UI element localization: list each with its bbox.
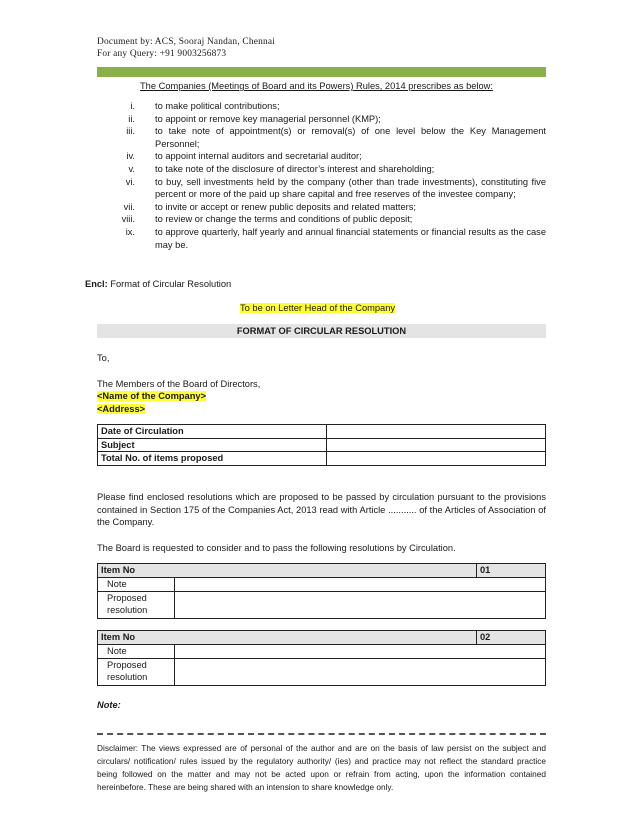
list-item-text: to approve quarterly, half yearly and annual financial statements or financial results as the case may be. [155,226,546,250]
note-label: Note [98,578,175,592]
item-label: Item No [98,564,477,578]
list-item [97,125,546,150]
note-value [175,578,546,592]
table-cell-label: Subject [98,438,327,452]
note-value [175,645,546,659]
salutation-to: To, [97,353,110,363]
item-label: Item No [98,631,477,645]
disclaimer-text: Disclaimer: The views expressed are of personal of the author and are on the basis of law persist on the subject and circulars/ notification/ rules issued by the regulatory authority/ (ies) and practice may not reflect the standard practice being followed on the matter and may not be acted upon or refrain from acting, upon the information contained hereinbefore. These are being shared with an intension to share knowledge only. [97,743,546,792]
item-number: 02 [477,631,546,645]
address-placeholder: <Address> [97,404,146,414]
list-item [97,163,546,176]
table-row [98,645,546,659]
list-item-number: ii. [128,113,135,124]
header-green-bar [97,67,546,77]
salutation-members: The Members of the Board of Directors, [97,379,261,389]
list-item-text: to invite or accept or renew public deposits and related matters; [155,201,416,212]
list-item-number: vii. [123,201,135,212]
proposed-resolution-label [98,658,175,685]
table-row [98,658,546,685]
list-item [97,150,546,163]
list-item-text: to take note of the disclosure of director’s interest and shareholding; [155,163,435,174]
circulation-info-table [97,424,546,466]
list-item-text: to review or change the terms and conditions of public deposit; [155,214,413,225]
dashed-divider [97,733,546,735]
table-row [98,425,546,439]
table-cell-value [327,425,546,439]
note-label: Note [98,645,175,659]
proposed-label-line1: Proposed [107,592,147,603]
rules-list [97,100,546,251]
letterhead-note [240,302,395,315]
list-item [97,176,546,201]
company-placeholder-line [97,390,206,403]
table-cell-label: Date of Circulation [98,425,327,439]
request-paragraph: The Board is requested to consider and to pass the following resolutions by Circulation. [97,543,456,553]
proposed-resolution-label [98,591,175,618]
list-item-number: v. [128,163,135,174]
format-title: FORMAT OF CIRCULAR RESOLUTION [97,324,546,338]
proposed-label-line2: resolution [107,605,148,616]
item-table-1 [97,563,546,619]
table-row [98,578,546,592]
proposed-label-line2: resolution [107,672,148,683]
list-item-number: i. [130,101,135,111]
address-placeholder-line [97,403,145,416]
enclosure-text: Format of Circular Resolution [107,279,232,289]
query-line: For any Query: +91 9003256873 [97,49,227,59]
list-item-text: to buy, sell investments held by the company (other than trade investments), constituting five percent or more of the paid up share capital and free reserves of the investee company; [155,176,546,200]
table-row [98,438,546,452]
item-number: 01 [477,564,546,578]
proposed-label-line1: Proposed [107,659,147,670]
list-item-number: viii. [121,214,135,225]
list-item [97,226,546,251]
list-item [97,113,546,126]
list-item-number: ix. [125,226,135,237]
table-cell-value [327,452,546,466]
table-cell-value [327,438,546,452]
list-item-number: iii. [126,126,135,137]
list-item-text: to make political contributions; [155,101,280,111]
enclosure-line [85,278,231,291]
letterhead-text: To be on Letter Head of the Company [240,303,396,313]
list-item-text: to appoint or remove key managerial personnel (KMP); [155,113,381,124]
list-item-number: vi. [125,176,135,187]
list-item-text: to take note of appointment(s) or removal(s) of one level below the Key Management Personnel; [155,126,546,149]
note-heading: Note: [97,700,121,710]
author-line: Document by: ACS, Sooraj Nandan, Chennai [97,37,276,47]
table-row [98,591,546,618]
list-item [97,213,546,226]
list-item-text: to appoint internal auditors and secretarial auditor; [155,151,362,162]
rules-intro: The Companies (Meetings of Board and its Powers) Rules, 2014 prescribes as below: [140,81,493,91]
enclosure-label: Encl: [85,279,108,289]
intro-paragraph: Please find enclosed resolutions which are proposed to be passed by circulation pursuant to the provisions contained in Section 175 of the Companies Act, 2013 read with Article ........... of the Articles of Association of the Company. [97,492,546,528]
list-item [97,201,546,214]
table-row [98,564,546,578]
company-placeholder: <Name of the Company> [97,391,207,401]
proposed-resolution-value [175,591,546,618]
table-row [98,631,546,645]
item-table-2 [97,630,546,686]
proposed-resolution-value [175,658,546,685]
table-cell-label: Total No. of items proposed [98,452,327,466]
table-row [98,452,546,466]
list-item [97,100,546,113]
list-item-number: iv. [126,151,135,162]
